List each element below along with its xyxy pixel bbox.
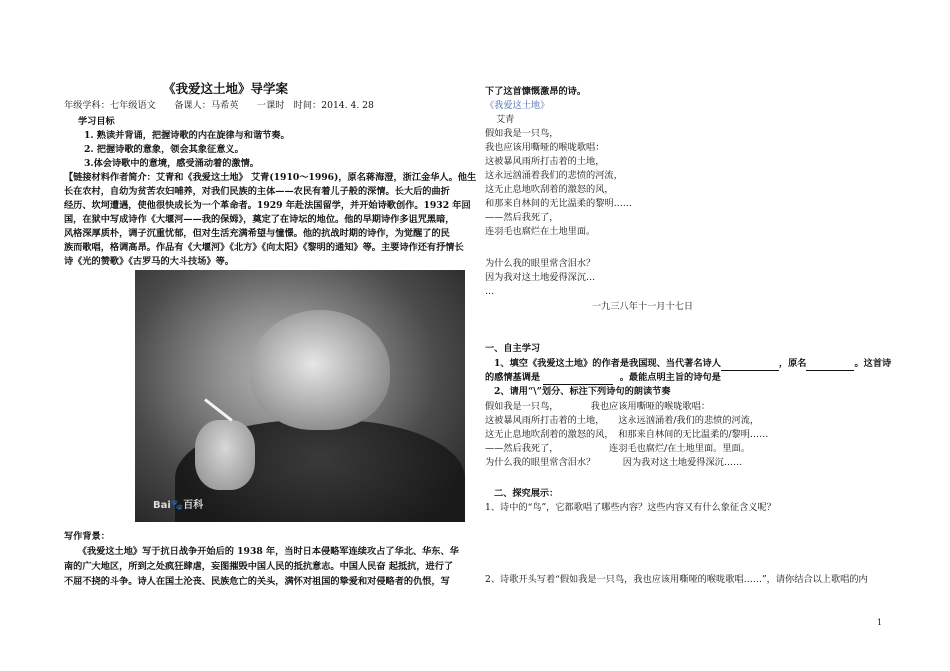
section-1-heading: 一、自主学习: [485, 343, 541, 354]
poem-line: 这被暴风雨所打击着的土地，: [485, 156, 605, 167]
objective-2: 2. 把握诗歌的意象，领会其象征意义。: [84, 144, 244, 155]
rhythm-line: 假如我是一只鸟， 我也应该用嘶哑的喉咙歌唱：: [485, 401, 711, 412]
photo-watermark: Bai🐾百科: [153, 500, 204, 511]
bio-line: 风格深厚质朴，调子沉重忧郁，但对生活充满希望与憧憬。他的抗战时期的诗作，为觉醒了的民: [64, 228, 450, 239]
background-line: 不屈不挠的斗争。诗人在国土沦丧、民族危亡的关头，满怀对祖国的挚爱和对侵略者的仇恨，写: [64, 576, 450, 587]
rhythm-line: 这被暴风雨所打击着的土地， 这永远汹涌着/我们的悲愤的河流，: [485, 415, 760, 426]
question-2: 2、请用“\”划分、标注下列诗句的朗读节奏: [494, 386, 671, 397]
bio-line: 长在农村，自幼为贫苦农妇哺养，对我们民族的主体——农民有着儿子般的深情。长大后的曲折: [64, 186, 450, 197]
question-1-part-b: ，原名: [778, 358, 807, 369]
blank-original-name[interactable]: [806, 358, 854, 371]
blank-tone[interactable]: [543, 372, 613, 385]
objectives-heading: 学习目标: [78, 116, 115, 127]
question-1-cont: [485, 372, 721, 385]
photo-figure-hand: [195, 420, 255, 490]
objective-3: 3.体会诗歌中的意境，感受涌动着的激情。: [84, 158, 259, 169]
question-1-part-c: 。这首诗: [854, 358, 892, 369]
poem-author: 艾青: [496, 114, 515, 125]
author-photo: [135, 270, 465, 522]
poem-line: 假如我是一只鸟，: [485, 128, 559, 139]
rhythm-line: ——然后我死了， 连羽毛也腐烂/在土地里面。里面。: [485, 443, 750, 454]
lesson-info: 年级学科：七年级语文 备课人：马希英 一课时 时间：2014. 4. 28: [64, 100, 374, 111]
poem-line: ——然后我死了，: [485, 212, 559, 223]
poem-line: 因为我对这土地爱得深沉…: [485, 272, 596, 283]
bio-line: 经历、坎坷遭遇，使他很快成长为一个革命者。1929 年赴法国留学，并开始诗歌创作。1932 年回: [64, 200, 471, 211]
poem-line: 这永远汹涌着我们的悲愤的河流，: [485, 170, 623, 181]
bio-line: 诗《光的赞歌》《古罗马的大斗技场》等。: [64, 256, 234, 267]
background-heading: 写作背景：: [64, 531, 110, 542]
poem-title: 《我爱这土地》: [485, 100, 550, 111]
poem-line: 为什么我的眼里常含泪水？: [485, 258, 596, 269]
question-1-part-a: 1、填空《我爱这土地》的作者是我国现、当代著名诗人: [494, 358, 721, 369]
rhythm-line: 这无止息地吹刮着的激怒的风， 和那来自林间的无比温柔的/黎明……: [485, 429, 769, 440]
background-continued: 下了这首慷慨激昂的诗。: [485, 86, 587, 97]
poem-line: 和那来自林间的无比温柔的黎明……: [485, 198, 632, 209]
photo-cigarette: [204, 398, 233, 421]
poem-date: 一九三八年十一月十七日: [592, 301, 694, 312]
inquiry-2: 2、诗歌开头写着“假如我是一只鸟，我也应该用嘶哑的喉咙歌唱……”，请你结合以上歌唱的内: [485, 574, 868, 585]
poem-line: 这无止息地吹刮着的激怒的风，: [485, 184, 614, 195]
rhythm-line: 为什么我的眼里常含泪水？ 因为我对这土地爱得深沉……: [485, 457, 743, 468]
section-2-heading: 二、探究展示：: [494, 488, 559, 499]
blank-poet[interactable]: [721, 358, 779, 371]
poem-line: …: [485, 286, 495, 297]
objective-1: 1. 熟读并背诵，把握诗歌的内在旋律与和谐节奏。: [84, 130, 290, 141]
poem-line: 连羽毛也腐烂在土地里面。: [485, 226, 596, 237]
inquiry-1: 1、诗中的“鸟”，它都歌唱了哪些内容？这些内容又有什么象征含义呢？: [485, 502, 776, 513]
bio-line: 国，在狱中写成诗作《大堰河——我的保姆》，奠定了在诗坛的地位。他的早期诗作多诅咒黑暗，: [64, 214, 455, 225]
page-number: 1: [877, 618, 883, 627]
bio-line: 【链接材料作者简介：艾青和《我爱这土地》 艾青(1910～1996)，原名蒋海澄，浙江金华人。他生: [64, 172, 477, 183]
bio-line: 族而歌唱，格调高昂。作品有《大堰河》《北方》《向太阳》《黎明的通知》等。主要诗作还有抒情长: [64, 242, 464, 253]
question-1: [494, 358, 891, 371]
background-line: 《我爱这土地》写于抗日战争开始后的 1938 年，当时日本侵略军连续攻占了华北、华东、华: [64, 546, 459, 557]
photo-figure-head: [250, 310, 390, 430]
poem-line: 我也应该用嘶哑的喉咙歌唱：: [485, 142, 605, 153]
background-line: 南的广大地区，所到之处疯狂肆虐，妄图摧毁中国人民的抵抗意志。中国人民奋 起抵抗，进行了: [64, 561, 454, 572]
question-1-part-d: 的感情基调是: [485, 372, 541, 383]
question-1-part-e: 。最能点明主旨的诗句是: [619, 372, 721, 383]
document-title: 《我爱这土地》导学案: [163, 81, 289, 96]
